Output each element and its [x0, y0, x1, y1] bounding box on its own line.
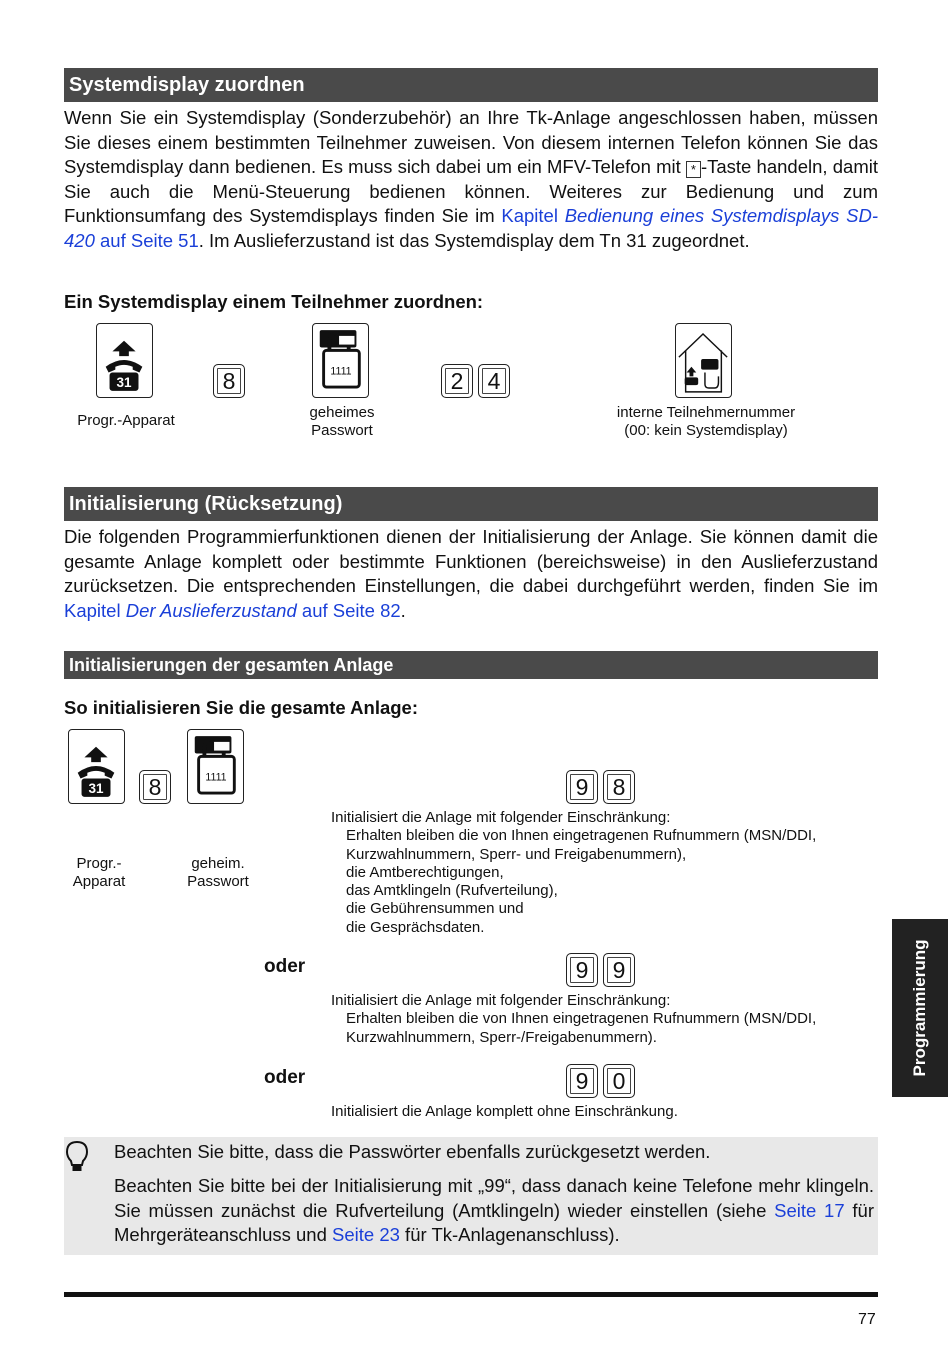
option-90-description: Initialisiert die Anlage komplett ohne Einschränkung. [331, 1103, 678, 1120]
key-2: 2 [441, 364, 473, 398]
key-4: 4 [478, 364, 510, 398]
caption-geheim-passwort: geheim. Passwort [187, 855, 249, 890]
initialisierung-paragraph: Die folgenden Programmierfunktionen dienen der Initialisierung der Anlage. Sie können damit die gesamte Anlage komplett oder bestimmte Funktionen (bereichsweise) in den Auslieferzustand zurücksetzen. Die entsprechenden Einstellungen, die dabei durchgeführt werden, finden Sie im Kapitel Der Auslieferzustand auf Seite 82. [64, 526, 878, 621]
option-99-description: Initialisiert die Anlage mit folgender Einschränkung: Erhalten bleiben die von Ihnen eingetragenen Rufnummern (MSN/DDI, Kurzwahlnummern, Sperr-/Freigabenummern). [331, 992, 817, 1046]
phone-number-label: 31 [116, 375, 132, 391]
key-0: 0 [603, 1064, 635, 1098]
oder-label: oder [264, 956, 306, 977]
lightbulb-icon [64, 1140, 90, 1174]
star-key-icon: * [686, 161, 701, 178]
link-seite-17[interactable]: Seite 17 [774, 1199, 845, 1221]
key-8: 8 [139, 770, 171, 804]
footer-rule [64, 1292, 878, 1297]
key-9: 9 [566, 953, 598, 987]
option-98-description: Initialisiert die Anlage mit folgender Einschränkung: Erhalten bleiben die von Ihnen eingetragenen Rufnummern (MSN/DDI, Kurzwahlnummern, Sperr- und Freigabenummern), die Amtberechtigungen, das Amtklingeln (Rufverteilung), die Gebührensummen und die Gesprächsdaten. [331, 809, 817, 936]
section-title-initialisierung: Initialisierung (Rücksetzung) [64, 487, 878, 521]
gesamte-anlage-subhead: So initialisieren Sie die gesamte Anlage: [64, 697, 419, 718]
caption-progr-apparat: Progr.-Apparat [77, 412, 175, 429]
password-lock-icon [187, 729, 244, 804]
caption-geheimes-passwort: geheimes Passwort [309, 404, 375, 439]
systemdisplay-subhead: Ein Systemdisplay einem Teilnehmer zuordnen: [64, 291, 484, 312]
tip-line-1: Beachten Sie bitte, dass die Passwörter ebenfalls zurückgesetzt werden. [114, 1141, 711, 1162]
page-number: 77 [858, 1311, 876, 1328]
key-8: 8 [603, 770, 635, 804]
key-9: 9 [603, 953, 635, 987]
internal-extension-house-icon [675, 323, 732, 398]
caption-progr-apparat: Progr.- Apparat [72, 855, 126, 890]
section-title-systemdisplay: Systemdisplay zuordnen [64, 68, 878, 102]
key-8: 8 [213, 364, 245, 398]
password-lock-icon [312, 323, 369, 398]
phone-handset-icon [68, 729, 125, 804]
side-tab-programmierung: Programmierung [892, 919, 948, 1097]
section-title-gesamte-anlage: Initialisierungen der gesamten Anlage [64, 651, 878, 679]
tip-paragraph-2: Beachten Sie bitte bei der Initialisierung mit „99“, dass danach keine Telefone mehr klingeln. Sie müssen zunächst die Rufverteilung (Amtklingeln) wieder einstellen (siehe Seite 17 für Mehrgeräteanschluss und Seite 23 für Tk-Anlagenanschluss). [114, 1175, 874, 1245]
link-kapitel-systemdisplay[interactable]: Kapitel Bedienung eines Systemdisplays SD-420 auf Seite 51 [64, 205, 879, 251]
password-digits-label: 1111 [205, 771, 227, 784]
phone-handset-icon [96, 323, 153, 398]
key-9: 9 [566, 770, 598, 804]
password-digits-label: 1111 [330, 365, 352, 378]
oder-label: oder [264, 1067, 306, 1088]
phone-number-label: 31 [88, 781, 104, 797]
link-kapitel-auslieferzustand[interactable]: Kapitel Der Auslieferzustand auf Seite 82 [64, 599, 401, 621]
caption-interne-teilnehmernummer: interne Teilnehmernummer (00: kein Systemdisplay) [616, 404, 796, 439]
systemdisplay-paragraph: Wenn Sie ein Systemdisplay (Sonderzubehör) an Ihre Tk-Anlage angeschlossen haben, müssen Sie dieses einem bestimmten Teilnehmer zuweisen. Von diesem internen Telefon können Sie das Systemdisplay dann bedienen. Es muss sich dabei um ein MFV-Telefon mit * -Taste handeln, damit Sie auch die Menü-Steuerung bedienen können. Weiteres zur Bedienung und zum Funktionsumfang des Systemdisplays finden Sie im Kapitel Bedienung eines Systemdisplays SD-420 auf Seite 51. Im Auslieferzustand ist das Systemdisplay dem Tn 31 zugeordnet. [64, 107, 879, 251]
key-9: 9 [566, 1064, 598, 1098]
link-seite-23[interactable]: Seite 23 [332, 1224, 400, 1245]
